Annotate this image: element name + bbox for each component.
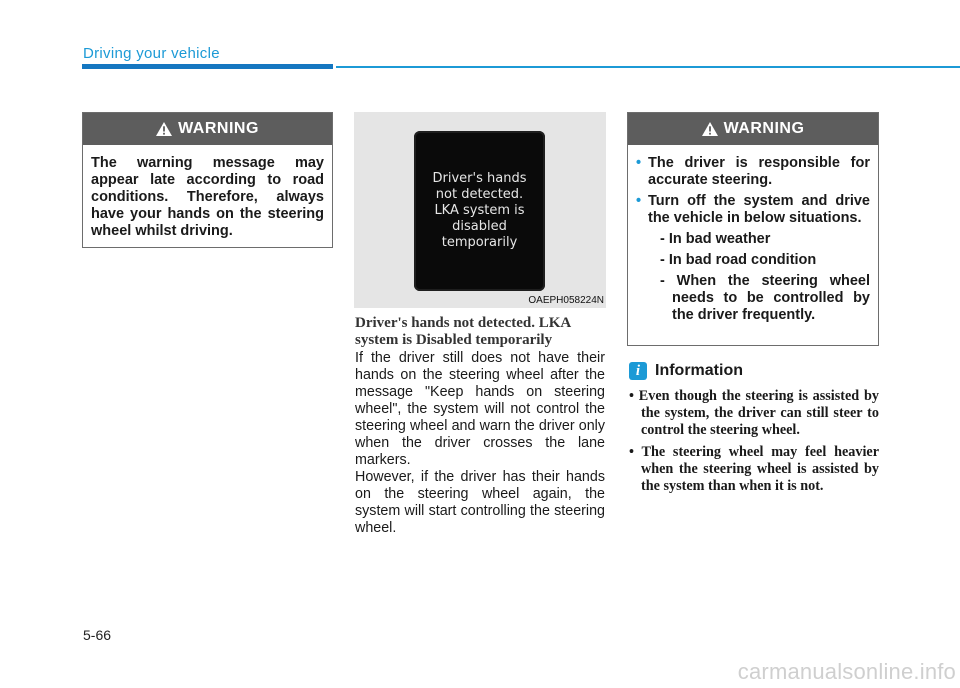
info-i-icon: i [629, 362, 647, 380]
warning-subitem: - When the steering wheel needs to be controlled by the driver frequently. [660, 273, 870, 323]
warning-subitem: - In bad road condition [660, 252, 817, 268]
section-title: Driving your vehicle [83, 45, 220, 62]
warning-bullet: • Turn off the system and drive the vehicle in below situations. - In bad weather - In bad road condition - When the steering wheel needs to be controlled by the driver frequently. [636, 193, 870, 323]
header-rule-dark [82, 64, 333, 69]
warning-content [628, 145, 878, 338]
warning-header [83, 113, 332, 145]
cluster-screen [414, 131, 545, 291]
image-code: OAEPH058224N [528, 295, 604, 306]
information-list [629, 388, 879, 500]
section-heading: Driver's hands not detected. LKA system is Disabled temporarily [355, 315, 571, 348]
page-number: 5-66 [83, 627, 112, 643]
warning-subitem: - In bad weather [660, 231, 771, 247]
information-header [629, 362, 743, 380]
warning-title: WARNING [723, 120, 805, 137]
body-paragraph-2: However, if the driver has their hands on the steering wheel again, the system will start controlling the steering wheel. [355, 469, 605, 536]
information-title: Information [655, 362, 743, 379]
bullet-dot-icon: • [636, 193, 642, 209]
bullet-dot-icon: • [636, 155, 642, 171]
warning-triangle-icon [156, 122, 172, 136]
information-item: • Even though the steering is assisted by the system, the driver can still steer to control the steering wheel. [629, 388, 879, 438]
warning-text: The warning message may appear late according to road conditions. Therefore, always have your hands on the steering wheel whilst driving. [91, 155, 324, 239]
warning-box-left [82, 112, 333, 248]
warning-bullet: • The driver is responsible for accurate steering. [636, 155, 870, 188]
warning-box-right [627, 112, 879, 346]
warning-bullet-list [636, 155, 870, 324]
warning-header [628, 113, 878, 145]
watermark-text: carmanualsonline.info [737, 659, 956, 684]
warning-title: WARNING [178, 120, 259, 137]
cluster-screen-message: Driver's hands not detected. LKA system is disabled temporarily [432, 171, 527, 250]
cluster-display-image [354, 112, 606, 308]
body-paragraph-1: If the driver still does not have their hands on the steering wheel after the message "Keep hands on steering wheel", the system will not control the steering wheel and warn the driver only when the driver crosses the lane markers. [355, 350, 605, 468]
warning-triangle-icon [702, 122, 718, 136]
warning-subitem-list [648, 231, 870, 324]
information-item: • The steering wheel may feel heavier when the steering wheel is assisted by the system than when it is not. [629, 444, 879, 494]
header-rule-light [336, 66, 960, 68]
